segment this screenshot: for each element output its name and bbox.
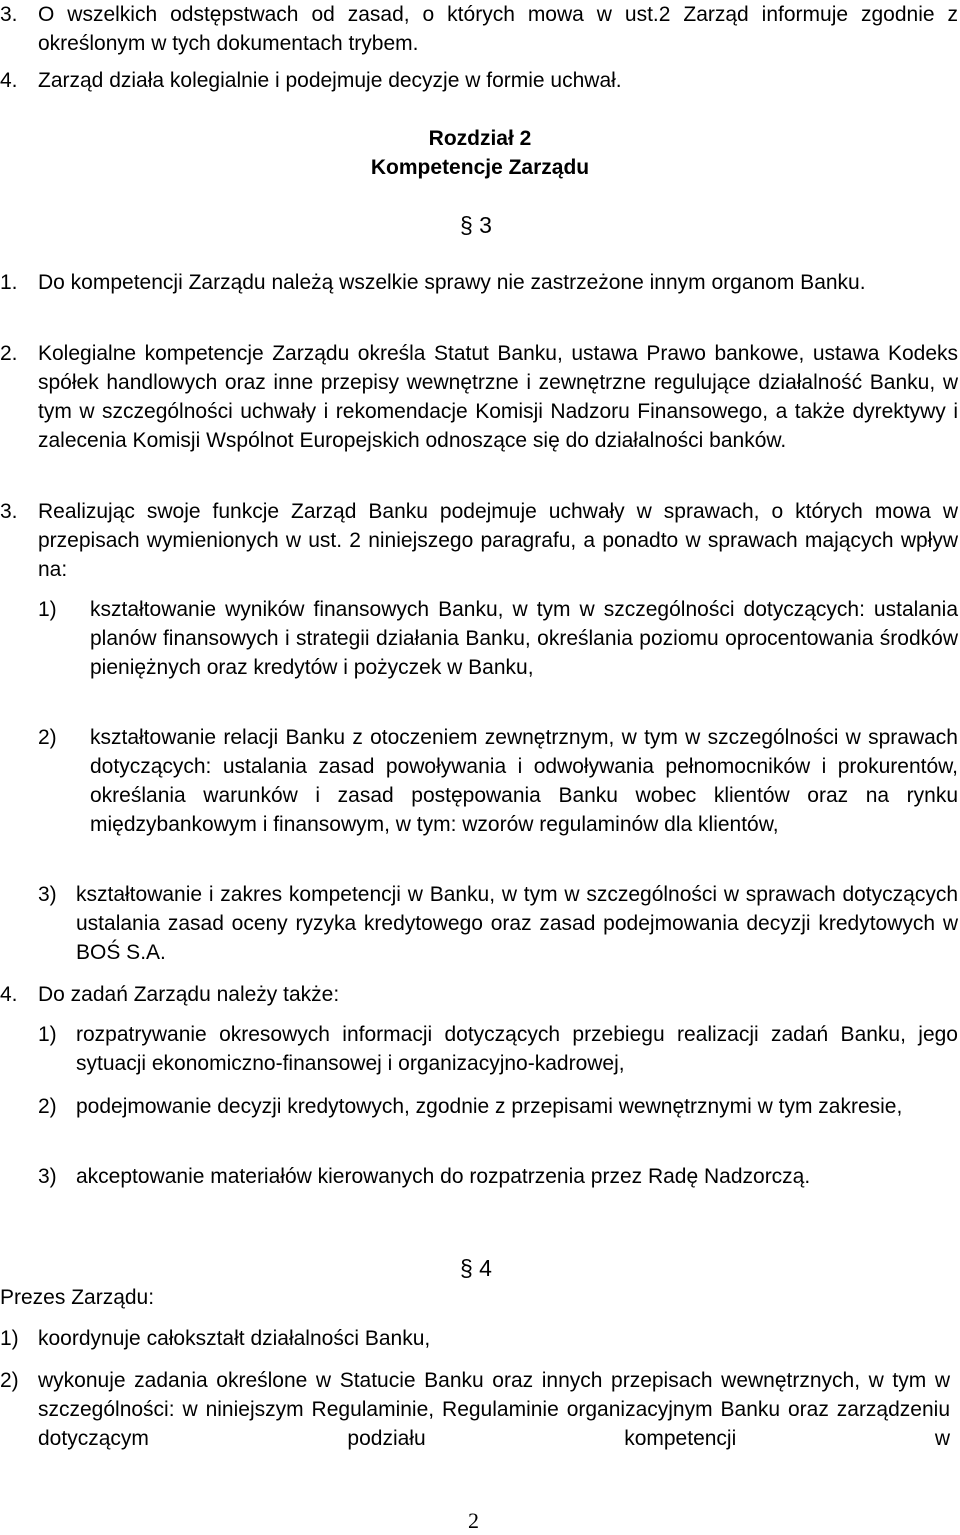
item-text: Zarząd działa kolegialnie i podejmuje decyzje w formie uchwał. <box>38 69 622 92</box>
section-mark-4: § 4 <box>460 1255 492 1281</box>
paragraph-4 <box>0 980 958 1009</box>
paragraph-2 <box>0 339 958 455</box>
item-text: Realizując swoje funkcje Zarząd Banku podejmuje uchwały w sprawach, o których mowa w przepisach wymienionych w ust. 2 niniejszego paragrafu, a ponadto w sprawach mających wpływ na: <box>38 500 958 581</box>
item-number: 1) <box>38 1023 57 1046</box>
item-text: wykonuje zadania określone w Statucie Banku oraz innych przepisach wewnętrznych, w tym w szczególności: w niniejszym Regulaminie, Regulaminie organizacyjnym Banku oraz zarządzeniu dotyczącym podziału kompetencji w <box>38 1369 950 1450</box>
list-item <box>38 723 958 839</box>
item-text: kształtowanie wyników finansowych Banku, w tym w szczególności dotyczących: ustalania planów finansowych i strategii działania Banku, określania poziomu oprocentowania środków pieniężnych oraz kredytów i pożyczek w Banku, <box>90 598 958 679</box>
item-text: Do kompetencji Zarządu należą wszelkie sprawy nie zastrzeżone innym organom Banku. <box>38 271 866 294</box>
chapter-title <box>290 124 670 182</box>
page-number: 2 <box>468 1508 479 1533</box>
list-item <box>38 1020 958 1078</box>
item-text: kształtowanie i zakres kompetencji w Banku, w tym w szczególności w sprawach dotyczących ustalania zasad oceny ryzyka kredytowego oraz zasad podejmowania decyzji kredytowych w BOŚ S.A. <box>76 883 958 964</box>
item-number: 4. <box>0 69 18 92</box>
paragraph-3 <box>0 497 958 584</box>
list-item <box>38 880 958 967</box>
item-text: Do zadań Zarządu należy także: <box>38 983 340 1006</box>
item-number: 2) <box>0 1369 19 1392</box>
item-text: koordynuje całokształt działalności Banku, <box>38 1327 431 1350</box>
item-number: 2) <box>38 1095 57 1118</box>
list-item <box>38 595 958 682</box>
chapter-name: Kompetencje Zarządu <box>370 156 590 179</box>
item-number: 1) <box>0 1327 19 1350</box>
list-item <box>38 1162 958 1191</box>
lead-text: Prezes Zarządu: <box>0 1286 155 1309</box>
item-text: podejmowanie decyzji kredytowych, zgodnie z przepisami wewnętrznymi w tym zakresie, <box>76 1095 903 1118</box>
item-number: 1. <box>0 271 18 294</box>
list-item <box>0 1324 958 1353</box>
item-text: O wszelkich odstępstwach od zasad, o których mowa w ust.2 Zarząd informuje zgodnie z określonym w tych dokumentach trybem. <box>38 3 958 55</box>
item-4 <box>0 66 958 95</box>
item-number: 3) <box>38 883 57 906</box>
item-text: kształtowanie relacji Banku z otoczeniem zewnętrznym, w tym w szczególności w sprawach dotyczących: ustalania zasad powoływania i odwoływania pełnomocników i prokurentów, określania warunków i zasad postępowania Banku wobec klientów oraz na rynku międzybankowym i finansowym, w tym: wzorów regulaminów dla klientów, <box>90 726 958 836</box>
item-text: Kolegialne kompetencje Zarządu określa Statut Banku, ustawa Prawo bankowe, ustawa Kodeks spółek handlowych oraz inne przepisy wewnętrzne i zewnętrzne regulujące działalność Banku, w tym w szczególności uchwały i rekomendacje Komisji Nadzoru Finansowego, a także dyrektywy i zalecenia Komisji Wspólnot Europejskich odnoszące się do działalności banków. <box>38 342 958 452</box>
item-number: 2) <box>38 726 57 749</box>
chapter-number: Rozdział 2 <box>428 127 532 150</box>
item-text: akceptowanie materiałów kierowanych do rozpatrzenia przez Radę Nadzorczą. <box>76 1165 811 1188</box>
paragraph-1 <box>0 268 958 297</box>
item-3 <box>0 0 958 58</box>
item-number: 4. <box>0 983 18 1006</box>
item-number: 1) <box>38 598 57 621</box>
item-text: rozpatrywanie okresowych informacji dotyczących przebiegu realizacji zadań Banku, jego sytuacji ekonomiczno-finansowej i organizacyjno-kadrowej, <box>76 1023 958 1075</box>
item-number: 3. <box>0 3 18 26</box>
item-number: 2. <box>0 342 18 365</box>
item-number: 3) <box>38 1165 57 1188</box>
section-mark-3: § 3 <box>460 212 492 238</box>
list-item <box>38 1092 958 1121</box>
list-item <box>0 1366 950 1453</box>
item-number: 3. <box>0 500 18 523</box>
